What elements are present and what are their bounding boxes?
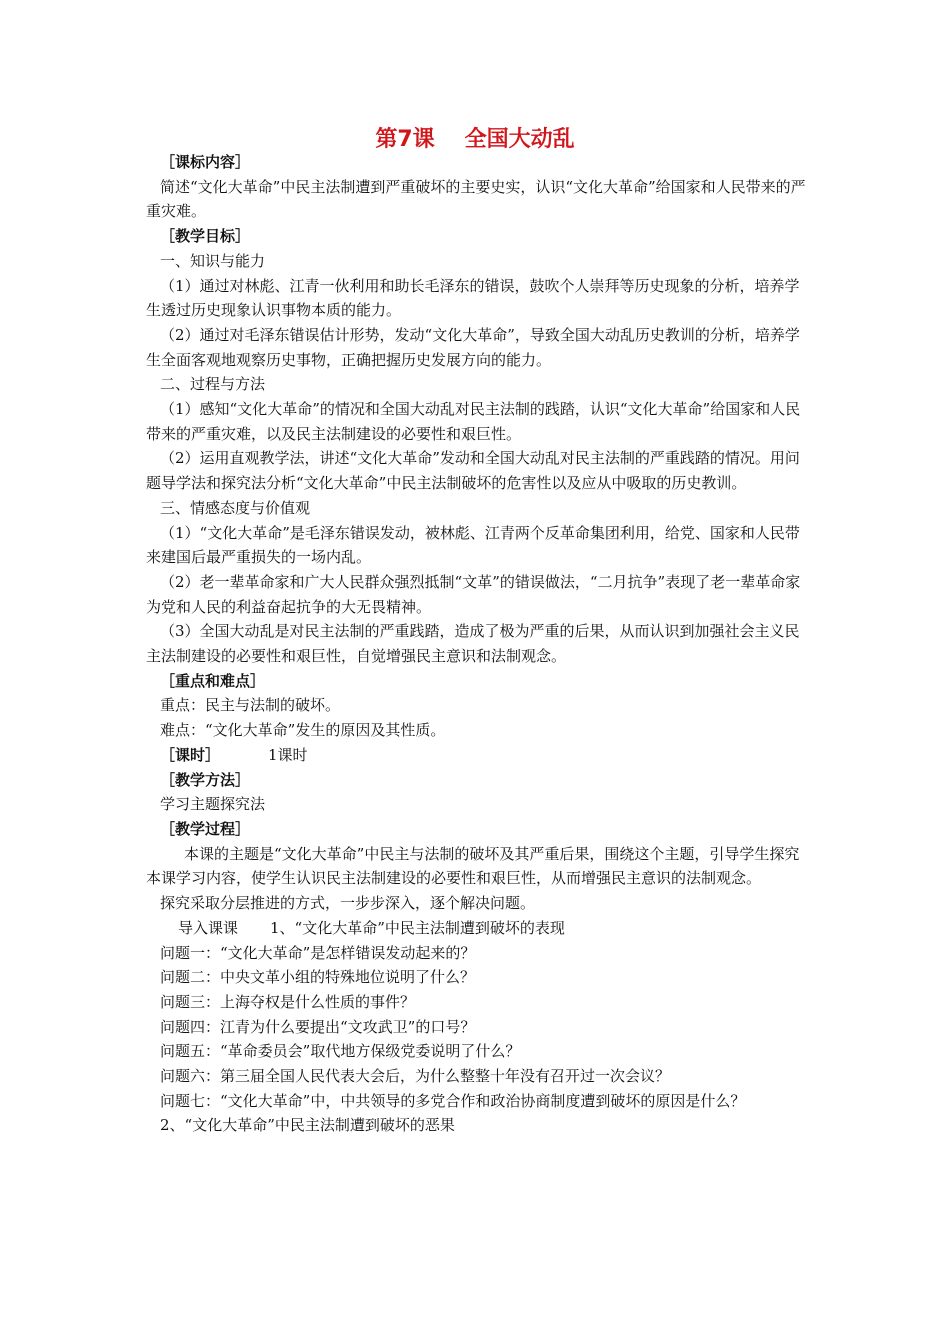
lesson-name: 全国大动乱 [464, 127, 575, 152]
question-item: 问题一：“文化大革命”是怎样错误发动起来的？ [160, 943, 476, 962]
objective-3-paragraph: （2）老一辈革命家和广大人民群众强烈抵制“文革”的错误做法，“二月抗争”表现了老一辈革命家为党和人民的利益奋起抗争的大无畏精神。 [146, 572, 801, 616]
objective-1-paragraph: （2）通过对毛泽东错误估计形势，发动“文化大革命”，导致全国大动乱历史教训的分析，培养学生全面客观地观察历史事物，正确把握历史发展方向的能力。 [146, 325, 800, 369]
objective-1-paragraph: （1）通过对林彪、江青一伙利用和助长毛泽东的错误，鼓吹个人崇拜等历史现象的分析，培养学生透过历史现象认识事物本质的能力。 [146, 276, 800, 320]
method-text: 学习主题探究法 [160, 795, 266, 814]
section-item-2: 2、“文化大革命”中民主法制遭到破坏的恶果 [160, 1116, 455, 1135]
objective-2-title: 二、过程与方法 [160, 375, 266, 394]
process-paragraph: 探究采取分层推进的方式，一步步深入，逐个解决问题。 [160, 894, 536, 913]
document-body [146, 150, 814, 1138]
intro-label: 导入课课 [178, 918, 239, 937]
objectives-heading: ［教学目标］ [160, 227, 251, 246]
objective-3-title: 三、情感态度与价值观 [160, 498, 311, 517]
question-item: 问题三：上海夺权是什么性质的事件？ [160, 992, 416, 1011]
question-item: 问题七：“文化大革命”中，中共领导的多党合作和政治协商制度遭到破坏的原因是什么？ [160, 1091, 746, 1110]
lesson-number: 第7课 [375, 127, 435, 152]
objective-3-paragraph: （1）“文化大革命”是毛泽东错误发动，被林彪、江青两个反革命集团利用，给党、国家和人民带来建国后最严重损失的一场内乱。 [146, 523, 800, 567]
difficulty: 难点：“文化大革命”发生的原因及其性质。 [160, 721, 446, 740]
objective-1-title: 一、知识与能力 [160, 251, 266, 270]
objective-3-paragraph: （3）全国大动乱是对民主法制的严重践踏，造成了极为严重的后果，从而认识到加强社会主义民主法制建设的必要性和艰巨性，自觉增强民主意识和法制观念。 [146, 622, 800, 666]
intro-row [146, 916, 814, 941]
question-item: 问题四：江青为什么要提出“文攻武卫”的口号？ [160, 1017, 476, 1036]
key-point: 重点：民主与法制的破坏。 [160, 696, 341, 715]
intro-item: 1、“文化大革命”中民主法制遭到破坏的表现 [270, 918, 565, 937]
hours-heading: ［课时］ [160, 745, 221, 764]
curriculum-heading: ［课标内容］ [160, 153, 251, 171]
hours-value: 1课时 [268, 745, 308, 764]
key-points-heading: ［重点和难点］ [160, 671, 266, 690]
question-item: 问题五：“革命委员会”取代地方保级党委说明了什么？ [160, 1042, 521, 1061]
page-title [0, 122, 950, 153]
method-heading: ［教学方法］ [160, 770, 251, 789]
curriculum-text: 简述“文化大革命”中民主法制遭到严重破坏的主要史实，认识“文化大革命”给国家和人民带来的严重灾难。 [146, 177, 806, 221]
process-paragraph: 本课的主题是“文化大革命”中民主与法制的破坏及其严重后果，围绕这个主题，引导学生探究本课学习内容，使学生认识民主法制建设的必要性和艰巨性，从而增强民主意识的法制观念。 [146, 844, 800, 888]
question-item: 问题六：第三届全国人民代表大会后，为什么整整十年没有召开过一次会议？ [160, 1067, 671, 1086]
question-item: 问题二：中央文革小组的特殊地位说明了什么？ [160, 968, 476, 987]
objective-2-paragraph: （1）感知“文化大革命”的情况和全国大动乱对民主法制的践踏，认识“文化大革命”给国家和人民带来的严重灾难，以及民主法制建设的必要性和艰巨性。 [146, 400, 801, 443]
process-heading: ［教学过程］ [160, 819, 251, 838]
objective-2-paragraph: （2）运用直观教学法，讲述“文化大革命”发动和全国大动乱对民主法制的严重践踏的情况。用问题导学法和探究法分析“文化大革命”中民主法制破坏的危害性以及应从中吸取的历史教训。 [146, 449, 800, 493]
class-hours-row [146, 743, 814, 768]
